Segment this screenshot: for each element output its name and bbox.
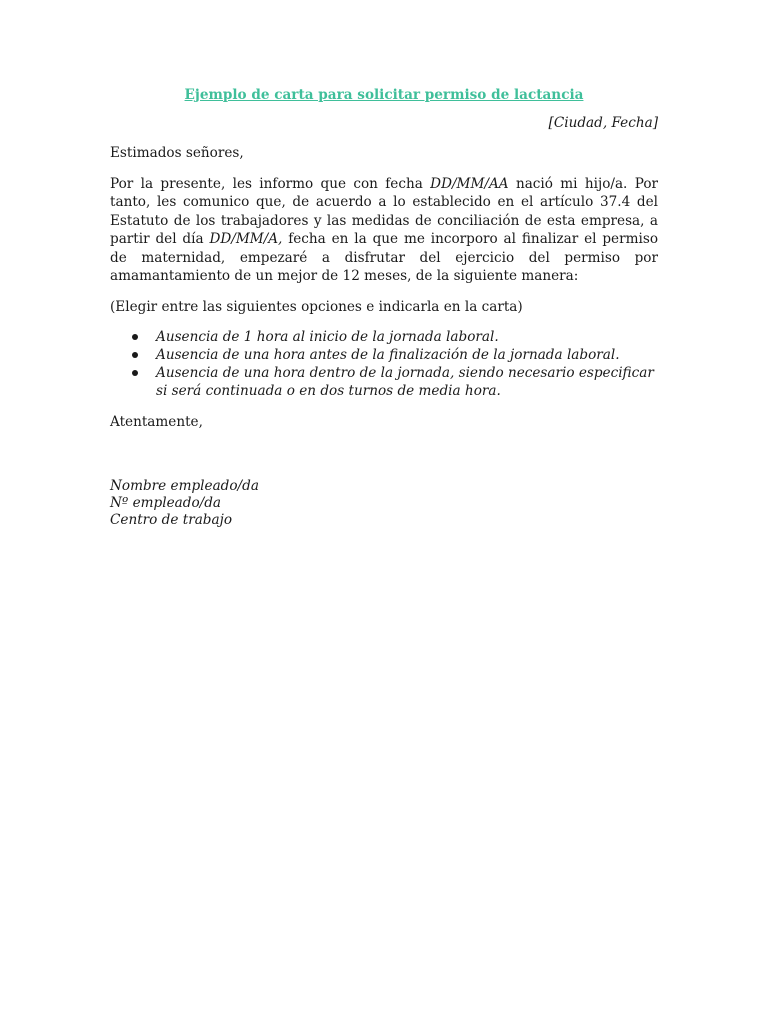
list-item [110,364,658,400]
place-date: [Ciudad, Fecha] [548,114,658,131]
signature-employee-number: Nº empleado/da [110,494,222,511]
letter-content [110,86,658,529]
birth-date-placeholder: DD/MM/AA [430,175,509,192]
list-item [110,328,658,346]
body-text-part1: Por la presente, les informo que con fecha [110,175,431,192]
body-text-part2: nació mi hijo/a. Por tanto, les comunico que, de acuerdo a lo establecido en el artículo 37.4 del Estatuto de los trabajadores y las medidas de conciliación de esta empresa, a partir del día [110,175,658,247]
bullet-icon [132,370,138,376]
body-paragraph [110,175,658,286]
signature-workplace: Centro de trabajo [110,511,233,528]
salutation: Estimados señores, [110,145,244,161]
instruction-text: (Elegir entre las siguientes opciones e indicarla en la carta) [110,298,523,315]
bullet-icon [132,352,138,358]
signature-name: Nombre empleado/da [110,477,259,494]
options-list [110,328,658,400]
start-date-placeholder: DD/MM/A, [209,231,283,247]
option-text: Ausencia de 1 hora al inicio de la jornada laboral. [156,329,499,345]
letter-title: Ejemplo de carta para solicitar permiso de lactancia [184,87,584,103]
body-text-part3: fecha en la que me incorporo al finalizar el permiso de maternidad, empezaré a disfrutar del ejercicio del permiso por amamantamiento de un mejor de 12 meses, de la siguiente manera: [110,231,658,284]
list-item [110,346,658,364]
closing: Atentamente, [110,414,203,430]
bullet-icon [132,334,138,340]
option-text: Ausencia de una hora dentro de la jornada, siendo necesario especificar si será continuada o en dos turnos de media hora. [156,365,654,399]
option-text: Ausencia de una hora antes de la finalización de la jornada laboral. [156,347,620,363]
